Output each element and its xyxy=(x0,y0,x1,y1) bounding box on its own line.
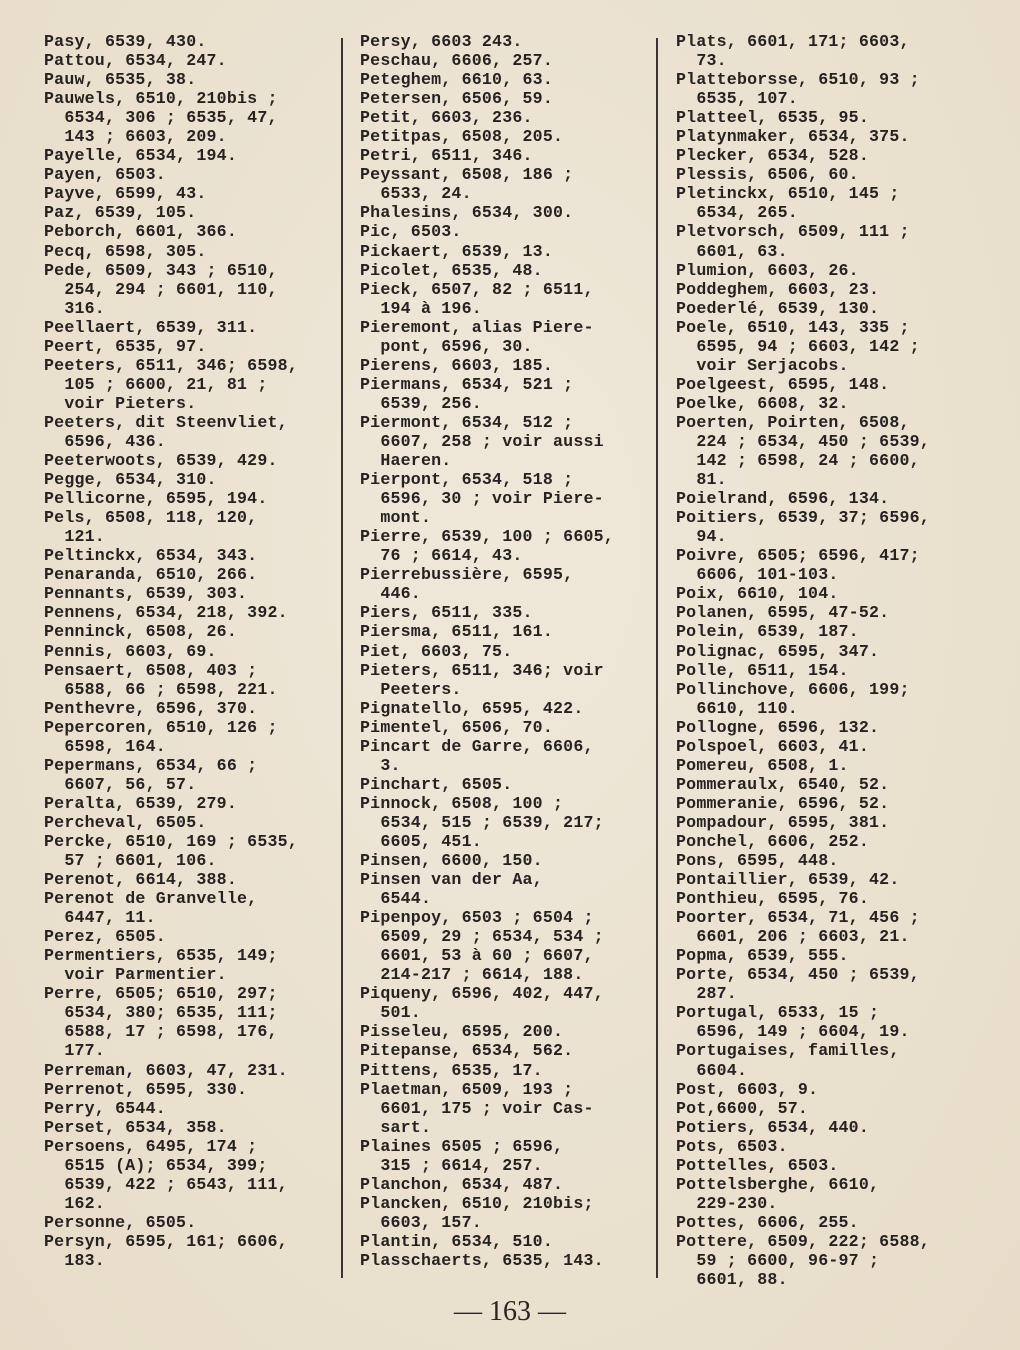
index-entry-line: Pincart de Garre, 6606, xyxy=(360,736,594,756)
index-entry-line: 6601, 63. xyxy=(676,241,788,261)
column-divider-1 xyxy=(341,38,343,1278)
index-entry-line: Polanen, 6595, 47-52. xyxy=(676,603,890,623)
index-entry-line: Pieremont, alias Piere- xyxy=(360,317,594,337)
index-entry-line: Polle, 6511, 154. xyxy=(676,660,849,680)
index-entry-line: 6515 (A); 6534, 399; xyxy=(44,1155,268,1175)
index-entry-line: Pede, 6509, 343 ; 6510, xyxy=(44,260,278,280)
index-entry-line: Peeters, dit Steenvliet, xyxy=(44,412,288,432)
index-entry-line: 6534, 515 ; 6539, 217; xyxy=(360,812,604,832)
index-entry-line: Pattou, 6534, 247. xyxy=(44,51,227,71)
index-entry-line: Pipenpoy, 6503 ; 6504 ; xyxy=(360,908,594,928)
index-entry-line: Pottere, 6509, 222; 6588, xyxy=(676,1231,930,1251)
index-entry-line: Peltinckx, 6534, 343. xyxy=(44,546,258,566)
index-entry-line: Peeters, 6511, 346; 6598, xyxy=(44,355,298,375)
index-entry-line: Piersma, 6511, 161. xyxy=(360,622,553,642)
index-entry-line: Permentiers, 6535, 149; xyxy=(44,946,278,966)
index-entry-line: Pomereu, 6508, 1. xyxy=(676,755,849,775)
index-entry-line: 6607, 56, 57. xyxy=(44,774,197,794)
index-entry-line: 6604. xyxy=(676,1060,748,1080)
index-entry-line: Personne, 6505. xyxy=(44,1212,197,1232)
index-entry-line: Persyn, 6595, 161; 6606, xyxy=(44,1231,288,1251)
index-entry-line: 254, 294 ; 6601, 110, xyxy=(44,279,278,299)
index-entry-line: 287. xyxy=(676,984,737,1004)
index-entry-line: 6533, 24. xyxy=(360,184,472,204)
index-entry-line: Plantin, 6534, 510. xyxy=(360,1231,553,1251)
index-entry-line: Peborch, 6601, 366. xyxy=(44,222,237,242)
index-entry-line: Potiers, 6534, 440. xyxy=(676,1117,869,1137)
index-entry-line: 224 ; 6534, 450 ; 6539, xyxy=(676,431,930,451)
index-entry-line: Pierrebussière, 6595, xyxy=(360,565,574,585)
index-entry-line: Pinsen van der Aa, xyxy=(360,870,543,890)
index-entry-line: Plaines 6505 ; 6596, xyxy=(360,1136,564,1156)
index-entry-line: Poelgeest, 6595, 148. xyxy=(676,374,890,394)
index-entry-line: Perre, 6505; 6510, 297; xyxy=(44,984,278,1004)
index-entry-line: Planchon, 6534, 487. xyxy=(360,1174,564,1194)
index-entry-line: Pignatello, 6595, 422. xyxy=(360,698,584,718)
index-entry-line: 121. xyxy=(44,527,105,547)
index-entry-line: Penninck, 6508, 26. xyxy=(44,622,237,642)
index-entry-line: 105 ; 6600, 21, 81 ; xyxy=(44,374,268,394)
index-entry-line: Platteel, 6535, 95. xyxy=(676,108,869,128)
index-entry-line: Portugal, 6533, 15 ; xyxy=(676,1003,880,1023)
index-entry-line: Poele, 6510, 143, 335 ; xyxy=(676,317,910,337)
index-entry-line: Penaranda, 6510, 266. xyxy=(44,565,258,585)
index-entry-line: Pottelsberghe, 6610, xyxy=(676,1174,880,1194)
index-entry-line: 6596, 436. xyxy=(44,431,166,451)
index-entry-line: pont, 6596, 30. xyxy=(360,336,533,356)
index-entry-line: Ponchel, 6606, 252. xyxy=(676,831,869,851)
index-entry-line: Petri, 6511, 346. xyxy=(360,146,533,166)
index-entry-line: Percke, 6510, 169 ; 6535, xyxy=(44,831,298,851)
index-entry-line: Pepermans, 6534, 66 ; xyxy=(44,755,258,775)
index-entry-line: Plats, 6601, 171; 6603, xyxy=(676,32,910,51)
index-entry-line: Poitiers, 6539, 37; 6596, xyxy=(676,508,930,528)
index-entry-line: Pollinchove, 6606, 199; xyxy=(676,679,910,699)
index-entry-line: Pottes, 6606, 255. xyxy=(676,1212,859,1232)
index-entry-line: Pennis, 6603, 69. xyxy=(44,641,217,661)
index-entry-line: Penthevre, 6596, 370. xyxy=(44,698,258,718)
index-column-2 xyxy=(360,32,652,1270)
index-entry-line: Pontaillier, 6539, 42. xyxy=(676,870,900,890)
index-entry-line: Pennants, 6539, 303. xyxy=(44,584,248,604)
index-entry-line: Poederlé, 6539, 130. xyxy=(676,298,880,318)
index-entry-line: mont. xyxy=(360,508,432,528)
index-entry-line: Piermont, 6534, 512 ; xyxy=(360,412,574,432)
index-entry-line: 194 à 196. xyxy=(360,298,482,318)
index-entry-line: Pommeraulx, 6540, 52. xyxy=(676,774,890,794)
index-entry-line: 315 ; 6614, 257. xyxy=(360,1155,543,1175)
index-entry-line: Pauwels, 6510, 210bis ; xyxy=(44,89,278,109)
index-entry-line: 177. xyxy=(44,1041,105,1061)
index-entry-line: Poddeghem, 6603, 23. xyxy=(676,279,880,299)
index-entry-line: 3. xyxy=(360,755,401,775)
index-entry-line: 57 ; 6601, 106. xyxy=(44,851,217,871)
index-entry-line: Poivre, 6505; 6596, 417; xyxy=(676,546,920,566)
index-entry-line: Plecker, 6534, 528. xyxy=(676,146,869,166)
index-entry-line: 6601, 88. xyxy=(676,1270,788,1290)
index-entry-line: Perrenot, 6595, 330. xyxy=(44,1079,248,1099)
index-entry-line: Poerten, Poirten, 6508, xyxy=(676,412,910,432)
index-entry-line: Petersen, 6506, 59. xyxy=(360,89,553,109)
index-entry-line: Post, 6603, 9. xyxy=(676,1079,819,1099)
index-entry-line: Pennens, 6534, 218, 392. xyxy=(44,603,288,623)
index-entry-line: 214-217 ; 6614, 188. xyxy=(360,965,584,985)
column-divider-2 xyxy=(656,38,658,1278)
index-entry-line: Pierens, 6603, 185. xyxy=(360,355,553,375)
index-entry-line: Petitpas, 6508, 205. xyxy=(360,127,564,147)
index-entry-line: Peeters. xyxy=(360,679,462,699)
index-entry-line: Phalesins, 6534, 300. xyxy=(360,203,574,223)
index-entry-line: Pinnock, 6508, 100 ; xyxy=(360,793,564,813)
index-entry-line: 6588, 17 ; 6598, 176, xyxy=(44,1022,278,1042)
index-entry-line: 59 ; 6600, 96-97 ; xyxy=(676,1251,880,1270)
index-entry-line: 94. xyxy=(676,527,727,547)
index-entry-line: Pecq, 6598, 305. xyxy=(44,241,207,261)
index-entry-line: 81. xyxy=(676,470,727,490)
index-entry-line: 501. xyxy=(360,1003,421,1023)
index-entry-line: Peralta, 6539, 279. xyxy=(44,793,237,813)
index-entry-line: Perez, 6505. xyxy=(44,927,166,947)
index-entry-line: Pinchart, 6505. xyxy=(360,774,513,794)
index-entry-line: 73. xyxy=(676,51,727,71)
index-entry-line: Perry, 6544. xyxy=(44,1098,166,1118)
index-entry-line: 6534, 306 ; 6535, 47, xyxy=(44,108,278,128)
index-entry-line: 446. xyxy=(360,584,421,604)
index-entry-line: 6601, 175 ; voir Cas- xyxy=(360,1098,594,1118)
index-entry-line: Polein, 6539, 187. xyxy=(676,622,859,642)
index-entry-line: Pellicorne, 6595, 194. xyxy=(44,489,268,509)
index-entry-line: Porte, 6534, 450 ; 6539, xyxy=(676,965,920,985)
index-entry-line: Pons, 6595, 448. xyxy=(676,851,839,871)
index-entry-line: 6607, 258 ; voir aussi xyxy=(360,431,604,451)
index-entry-line: Pimentel, 6506, 70. xyxy=(360,717,553,737)
index-entry-line: Pieters, 6511, 346; voir xyxy=(360,660,604,680)
index-entry-line: Polignac, 6595, 347. xyxy=(676,641,880,661)
index-entry-line: Payve, 6599, 43. xyxy=(44,184,207,204)
index-entry-line: Plasschaerts, 6535, 143. xyxy=(360,1251,604,1270)
index-entry-line: 6539, 422 ; 6543, 111, xyxy=(44,1174,288,1194)
index-entry-line: Polspoel, 6603, 41. xyxy=(676,736,869,756)
index-entry-line: Percheval, 6505. xyxy=(44,812,207,832)
index-entry-line: Popma, 6539, 555. xyxy=(676,946,849,966)
index-entry-line: 6603, 157. xyxy=(360,1212,482,1232)
index-entry-line: Plumion, 6603, 26. xyxy=(676,260,859,280)
index-entry-line: 6596, 30 ; voir Piere- xyxy=(360,489,604,509)
index-entry-line: Perenot, 6614, 388. xyxy=(44,870,237,890)
index-entry-line: Poielrand, 6596, 134. xyxy=(676,489,890,509)
index-entry-line: Piqueny, 6596, 402, 447, xyxy=(360,984,604,1004)
index-entry-line: Pels, 6508, 118, 120, xyxy=(44,508,258,528)
index-entry-line: Perenot de Granvelle, xyxy=(44,889,258,909)
index-entry-line: Peschau, 6606, 257. xyxy=(360,51,553,71)
index-entry-line: 6595, 94 ; 6603, 142 ; xyxy=(676,336,920,356)
index-entry-line: sart. xyxy=(360,1117,432,1137)
index-entry-line: Piermans, 6534, 521 ; xyxy=(360,374,574,394)
index-entry-line: Pickaert, 6539, 13. xyxy=(360,241,553,261)
index-entry-line: Pitepanse, 6534, 562. xyxy=(360,1041,574,1061)
index-entry-line: Peteghem, 6610, 63. xyxy=(360,70,553,90)
index-entry-line: 6606, 101-103. xyxy=(676,565,839,585)
index-entry-line: 6509, 29 ; 6534, 534 ; xyxy=(360,927,604,947)
index-entry-line: Peeterwoots, 6539, 429. xyxy=(44,451,278,471)
index-entry-line: Peyssant, 6508, 186 ; xyxy=(360,165,574,185)
index-entry-line: Plaetman, 6509, 193 ; xyxy=(360,1079,574,1099)
index-entry-line: Poorter, 6534, 71, 456 ; xyxy=(676,908,920,928)
index-entry-line: Persy, 6603 243. xyxy=(360,32,523,51)
index-entry-line: Haeren. xyxy=(360,451,452,471)
index-entry-line: Persoens, 6495, 174 ; xyxy=(44,1136,258,1156)
index-entry-line: Pauw, 6535, 38. xyxy=(44,70,197,90)
index-entry-line: 6544. xyxy=(360,889,432,909)
index-entry-line: Pisseleu, 6595, 200. xyxy=(360,1022,564,1042)
index-entry-line: 183. xyxy=(44,1251,105,1270)
index-entry-line: Portugaises, familles, xyxy=(676,1041,900,1061)
index-entry-line: Perreman, 6603, 47, 231. xyxy=(44,1060,288,1080)
index-entry-line: voir Serjacobs. xyxy=(676,355,849,375)
index-entry-line: voir Pieters. xyxy=(44,393,197,413)
index-entry-line: 6447, 11. xyxy=(44,908,156,928)
index-entry-line: 316. xyxy=(44,298,105,318)
index-entry-line: Plessis, 6506, 60. xyxy=(676,165,859,185)
index-entry-line: Ponthieu, 6595, 76. xyxy=(676,889,869,909)
page-number: — 163 — xyxy=(454,1296,566,1327)
index-entry-line: Poelke, 6608, 32. xyxy=(676,393,849,413)
index-entry-line: Pepercoren, 6510, 126 ; xyxy=(44,717,278,737)
index-entry-line: Payen, 6503. xyxy=(44,165,166,185)
index-entry-line: Pierpont, 6534, 518 ; xyxy=(360,470,574,490)
index-column-1 xyxy=(44,32,336,1270)
index-entry-line: Paz, 6539, 105. xyxy=(44,203,197,223)
index-entry-line: Pinsen, 6600, 150. xyxy=(360,851,543,871)
index-entry-line: 6596, 149 ; 6604, 19. xyxy=(676,1022,910,1042)
index-entry-line: 162. xyxy=(44,1193,105,1213)
index-entry-line: Pierre, 6539, 100 ; 6605, xyxy=(360,527,614,547)
index-entry-line: Petit, 6603, 236. xyxy=(360,108,533,128)
index-column-3 xyxy=(676,32,976,1289)
index-entry-line: Platteborsse, 6510, 93 ; xyxy=(676,70,920,90)
index-entry-line: 6534, 380; 6535, 111; xyxy=(44,1003,278,1023)
index-entry-line: 76 ; 6614, 43. xyxy=(360,546,523,566)
index-entry-line: 142 ; 6598, 24 ; 6600, xyxy=(676,451,920,471)
index-entry-line: Poix, 6610, 104. xyxy=(676,584,839,604)
index-entry-line: Picolet, 6535, 48. xyxy=(360,260,543,280)
index-entry-line: 6610, 110. xyxy=(676,698,798,718)
index-entry-line: Peert, 6535, 97. xyxy=(44,336,207,356)
index-entry-line: Pletinckx, 6510, 145 ; xyxy=(676,184,900,204)
index-entry-line: Pasy, 6539, 430. xyxy=(44,32,207,51)
index-entry-line: Piet, 6603, 75. xyxy=(360,641,513,661)
index-entry-line: Perset, 6534, 358. xyxy=(44,1117,227,1137)
index-entry-line: Piers, 6511, 335. xyxy=(360,603,533,623)
index-entry-line: Pot,6600, 57. xyxy=(676,1098,809,1118)
index-entry-line: Pic, 6503. xyxy=(360,222,462,242)
index-entry-line: Payelle, 6534, 194. xyxy=(44,146,237,166)
index-entry-line: 6601, 206 ; 6603, 21. xyxy=(676,927,910,947)
index-entry-line: voir Parmentier. xyxy=(44,965,227,985)
index-entry-line: Pensaert, 6508, 403 ; xyxy=(44,660,258,680)
index-entry-line: Pieck, 6507, 82 ; 6511, xyxy=(360,279,594,299)
index-entry-line: Pegge, 6534, 310. xyxy=(44,470,217,490)
index-entry-line: 229-230. xyxy=(676,1193,778,1213)
index-entry-line: Pompadour, 6595, 381. xyxy=(676,812,890,832)
index-entry-line: Pots, 6503. xyxy=(676,1136,788,1156)
index-entry-line: Pletvorsch, 6509, 111 ; xyxy=(676,222,910,242)
index-entry-line: Pollogne, 6596, 132. xyxy=(676,717,880,737)
index-entry-line: Peellaert, 6539, 311. xyxy=(44,317,258,337)
index-entry-line: 6535, 107. xyxy=(676,89,798,109)
index-entry-line: 6605, 451. xyxy=(360,831,482,851)
index-entry-line: 6598, 164. xyxy=(44,736,166,756)
index-entry-line: Pottelles, 6503. xyxy=(676,1155,839,1175)
index-entry-line: 6601, 53 à 60 ; 6607, xyxy=(360,946,594,966)
index-entry-line: Platynmaker, 6534, 375. xyxy=(676,127,910,147)
index-entry-line: 6534, 265. xyxy=(676,203,798,223)
index-entry-line: Pommeranie, 6596, 52. xyxy=(676,793,890,813)
index-entry-line: 6539, 256. xyxy=(360,393,482,413)
index-entry-line: 143 ; 6603, 209. xyxy=(44,127,227,147)
index-entry-line: 6588, 66 ; 6598, 221. xyxy=(44,679,278,699)
index-entry-line: Plancken, 6510, 210bis; xyxy=(360,1193,594,1213)
index-entry-line: Pittens, 6535, 17. xyxy=(360,1060,543,1080)
